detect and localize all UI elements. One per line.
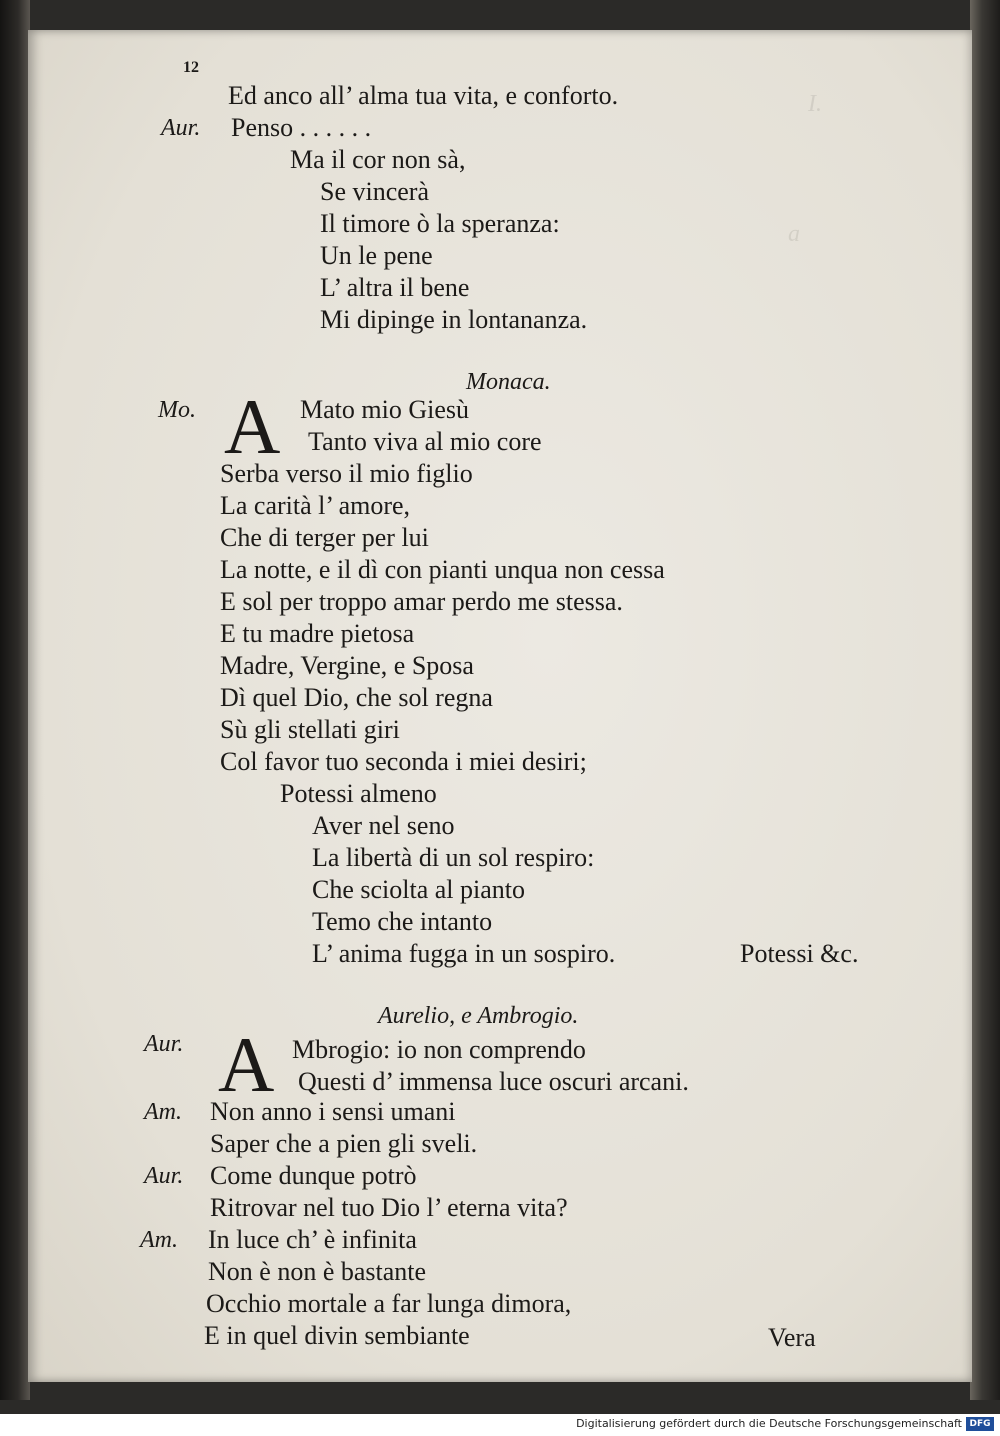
speaker-label: Aur. bbox=[144, 1031, 184, 1057]
verse-line: Aver nel seno bbox=[312, 811, 455, 840]
verse-line: Il timore ò la speranza: bbox=[320, 209, 560, 238]
verse-line: E in quel divin sembiante bbox=[204, 1321, 470, 1350]
speaker-label: Aur. bbox=[161, 115, 201, 141]
verse-line: Tanto viva al mio core bbox=[308, 427, 542, 456]
verse-line: Penso . . . . . . bbox=[231, 113, 372, 142]
verse-line: Mato mio Giesù bbox=[300, 395, 469, 424]
verse-line: E sol per troppo amar perdo me stessa. bbox=[220, 587, 623, 616]
verse-line: Occhio mortale a far lunga dimora, bbox=[206, 1289, 572, 1318]
verse-line: Col favor tuo seconda i miei desiri; bbox=[220, 747, 587, 776]
speaker-label: Am. bbox=[144, 1099, 182, 1125]
section-heading: Aurelio, e Ambrogio. bbox=[378, 1003, 579, 1029]
refrain-cue: Potessi &c. bbox=[740, 939, 859, 968]
verse-line: Come dunque potrò bbox=[210, 1161, 417, 1190]
show-through-mark: I. bbox=[808, 91, 822, 117]
drop-cap: A bbox=[218, 1021, 275, 1108]
verse-line: Ma il cor non sà, bbox=[290, 145, 466, 174]
verse-line: Se vincerà bbox=[320, 177, 430, 206]
verse-line: Temo che intanto bbox=[312, 907, 493, 936]
section-heading: Monaca. bbox=[466, 369, 551, 395]
verse-line: Mbrogio: io non comprendo bbox=[292, 1035, 586, 1064]
verse-line: L’ altra il bene bbox=[320, 273, 470, 302]
footer-bar bbox=[0, 1414, 1000, 1436]
verse-line: Sù gli stellati giri bbox=[220, 715, 400, 744]
verse-line: Dì quel Dio, che sol regna bbox=[220, 683, 493, 712]
footer-credit: Digitalisierung gefördert durch die Deutsche Forschungsgemeinschaft bbox=[576, 1417, 962, 1430]
drop-cap: A bbox=[224, 383, 281, 470]
speaker-label: Aur. bbox=[144, 1163, 184, 1189]
show-through-mark: a bbox=[788, 221, 800, 247]
verse-line: Questi d’ immensa luce oscuri arcani. bbox=[298, 1067, 689, 1096]
verse-line: La libertà di un sol respiro: bbox=[312, 843, 595, 872]
verse-line: Non è non è bastante bbox=[208, 1257, 427, 1286]
verse-line: Ritrovar nel tuo Dio l’ eterna vita? bbox=[210, 1193, 568, 1222]
verse-line: La notte, e il dì con pianti unqua non cessa bbox=[220, 555, 665, 584]
verse-line: Ed anco all’ alma tua vita, e conforto. bbox=[228, 81, 619, 110]
catchword: Vera bbox=[768, 1323, 816, 1352]
verse-line: Serba verso il mio figlio bbox=[220, 459, 473, 488]
verse-line: L’ anima fugga in un sospiro. bbox=[312, 939, 616, 968]
dfg-logo: DFG bbox=[966, 1417, 994, 1431]
verse-line: Un le pene bbox=[320, 241, 433, 270]
verse-line: Che di terger per lui bbox=[220, 523, 429, 552]
book-edge-left bbox=[0, 0, 30, 1400]
speaker-label: Am. bbox=[140, 1227, 178, 1253]
verse-line: E tu madre pietosa bbox=[220, 619, 415, 648]
speaker-label: Mo. bbox=[158, 397, 196, 423]
verse-line: Saper che a pien gli sveli. bbox=[210, 1129, 478, 1158]
scanned-page bbox=[28, 30, 972, 1382]
verse-line: In luce ch’ è infinita bbox=[208, 1225, 417, 1254]
verse-line: Madre, Vergine, e Sposa bbox=[220, 651, 474, 680]
book-edge-right bbox=[970, 0, 1000, 1400]
verse-line: Potessi almeno bbox=[280, 779, 437, 808]
verse-line: Che sciolta al pianto bbox=[312, 875, 526, 904]
verse-line: Non anno i sensi umani bbox=[210, 1097, 456, 1126]
verse-line: Mi dipinge in lontananza. bbox=[320, 305, 588, 334]
page-number: 12 bbox=[183, 59, 199, 76]
verse-line: La carità l’ amore, bbox=[220, 491, 411, 520]
